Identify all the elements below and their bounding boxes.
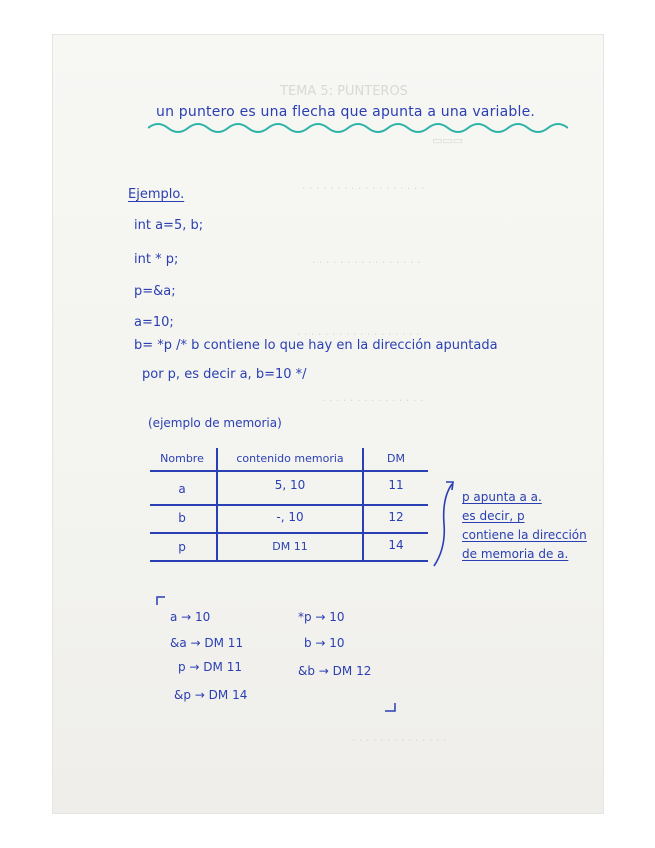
list-item: &p → DM 14	[174, 688, 248, 702]
list-item: b → 10	[304, 636, 345, 650]
table-header: contenido memoria	[236, 452, 344, 465]
bleed-through-line: · · · · · · · · · · · · · ·	[352, 734, 447, 747]
list-item: &b → DM 12	[298, 664, 372, 678]
table-cell: p	[178, 540, 186, 554]
table-header: Nombre	[160, 452, 204, 465]
table-cell: b	[178, 511, 186, 525]
corner-bracket-icon	[384, 702, 396, 712]
list-item: &a → DM 11	[170, 636, 244, 650]
side-note-line: contiene la dirección	[462, 528, 587, 542]
code-line: int * p;	[134, 252, 179, 267]
code-line: por p, es decir a, b=10 */	[142, 367, 307, 382]
brace-arrow-icon	[430, 478, 466, 568]
code-line: a=10;	[134, 315, 174, 330]
code-line: int a=5, b;	[134, 218, 204, 233]
bleed-through-line: · · · · · · · · · · · · · · · · · ·	[297, 328, 420, 341]
bleed-through-line: · · · · · · · · · · · · · · ·	[322, 394, 424, 407]
table-cell: 14	[388, 538, 404, 552]
side-note-line: es decir, p	[462, 509, 525, 523]
table-cell: 12	[388, 510, 404, 524]
side-note-line: p apunta a a.	[462, 490, 542, 504]
list-item: p → DM 11	[178, 660, 242, 674]
list-item: a → 10	[170, 610, 211, 624]
memory-example-title: (ejemplo de memoria)	[148, 416, 282, 430]
table-rule	[362, 448, 364, 560]
table-rule	[150, 504, 428, 506]
table-cell: DM 11	[272, 540, 308, 553]
bleed-through-line: · · · · · · · · · · · · · · · · · ·	[302, 182, 425, 195]
table-rule	[150, 532, 428, 534]
title-wavy-underline	[148, 120, 568, 136]
table-cell: -, 10	[276, 510, 304, 524]
table-header: DM	[387, 452, 405, 465]
example-heading: Ejemplo.	[128, 187, 185, 202]
bleed-through-line: · · · · · · · · · · · · · · · ·	[312, 256, 421, 269]
memory-table	[150, 448, 428, 558]
table-cell: 11	[388, 478, 404, 492]
table-rule	[216, 448, 218, 560]
notebook-page	[52, 34, 604, 814]
code-line: b= *p /* b contiene lo que hay en la dirección apuntada	[134, 338, 498, 353]
page-title: un puntero es una flecha que apunta a una variable.	[156, 104, 536, 120]
table-cell: a	[178, 482, 186, 496]
table-rule	[150, 470, 428, 472]
bleed-through-heading: TEMA 5: PUNTEROS	[280, 84, 408, 99]
table-rule	[150, 560, 428, 562]
table-cell: 5, 10	[274, 478, 306, 492]
bleed-through-mark: ▭▭▭	[432, 134, 464, 147]
list-item: *p → 10	[298, 610, 345, 624]
side-note-line: de memoria de a.	[462, 547, 569, 561]
corner-bracket-icon	[156, 596, 166, 606]
code-line: p=&a;	[134, 284, 176, 299]
